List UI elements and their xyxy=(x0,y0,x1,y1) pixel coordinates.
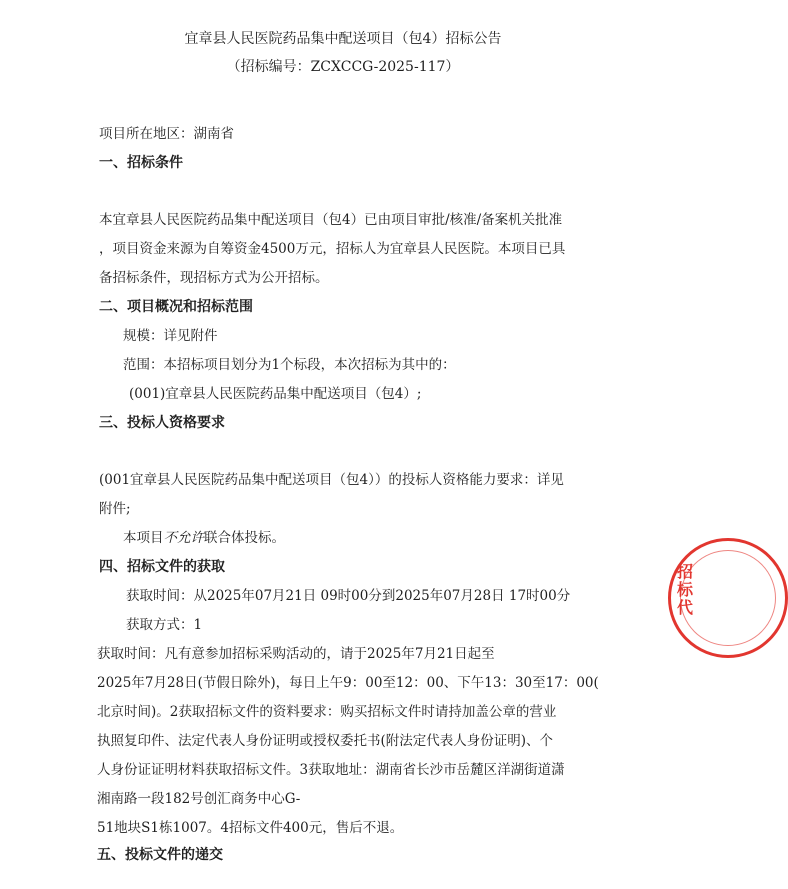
tender-code: （招标编号：ZCXCCG-2025-117） xyxy=(226,59,460,75)
lot-item: (001)宜章县人民医院药品集中配送项目（包4）; xyxy=(129,386,422,402)
paragraph-line: 51地块S1栋1007。4招标文件400元，售后不退。 xyxy=(97,820,404,836)
paragraph-line: ，项目资金来源为自筹资金4500万元，招标人为宜章县人民医院。本项目已具 xyxy=(99,241,566,257)
notice-title: 宜章县人民医院药品集中配送项目（包4）招标公告 xyxy=(184,31,502,47)
seal-text: 招标代 xyxy=(677,562,694,617)
paragraph-line: 备招标条件，现招标方式为公开招标。 xyxy=(99,270,329,286)
paragraph-line: 本宜章县人民医院药品集中配送项目（包4）已由项目审批/核准/备案机关批准 xyxy=(99,212,563,228)
get-method: 获取方式：1 xyxy=(126,617,203,633)
paragraph-line: 湘南路一段182号创汇商务中心G- xyxy=(97,791,301,807)
project-region: 项目所在地区：湖南省 xyxy=(99,126,234,142)
red-seal-stamp xyxy=(668,538,788,658)
project-scale: 规模：详见附件 xyxy=(123,328,218,344)
paragraph-line: 北京时间)。2获取招标文件的资料要求：购买招标文件时请持加盖公章的营业 xyxy=(97,704,557,720)
section-heading-4: 四、招标文件的获取 xyxy=(99,559,225,575)
joint-bid-note: 本项目不允许联合体投标。 xyxy=(123,530,285,546)
project-range: 范围：本招标项目划分为1个标段，本次招标为其中的： xyxy=(123,357,456,373)
paragraph-line: 人身份证证明材料获取招标文件。3获取地址：湖南省长沙市岳麓区洋湖街道潇 xyxy=(97,762,565,778)
section-heading-5: 五、投标文件的递交 xyxy=(97,847,223,863)
get-time: 获取时间：从2025年07月21日 09时00分到2025年07月28日 17时00分 xyxy=(126,588,571,604)
section-heading-1: 一、招标条件 xyxy=(99,155,183,171)
paragraph-line: 执照复印件、法定代表人身份证明或授权委托书(附法定代表人身份证明)、个 xyxy=(97,733,554,749)
joint-bid-emphasis: 不允许 xyxy=(163,530,204,546)
paragraph-line: 获取时间：凡有意参加招标采购活动的，请于2025年7月21日起至 xyxy=(97,646,495,662)
section-heading-2: 二、项目概况和招标范围 xyxy=(99,299,253,315)
paragraph-line: 2025年7月28日(节假日除外)，每日上午9：00至12：00、下午13：30至17：00( xyxy=(97,675,599,691)
qualification-line: (001宜章县人民医院药品集中配送项目（包4））的投标人资格能力要求：详见 xyxy=(99,472,564,488)
qualification-line: 附件; xyxy=(99,501,131,517)
section-heading-3: 三、投标人资格要求 xyxy=(99,415,225,431)
